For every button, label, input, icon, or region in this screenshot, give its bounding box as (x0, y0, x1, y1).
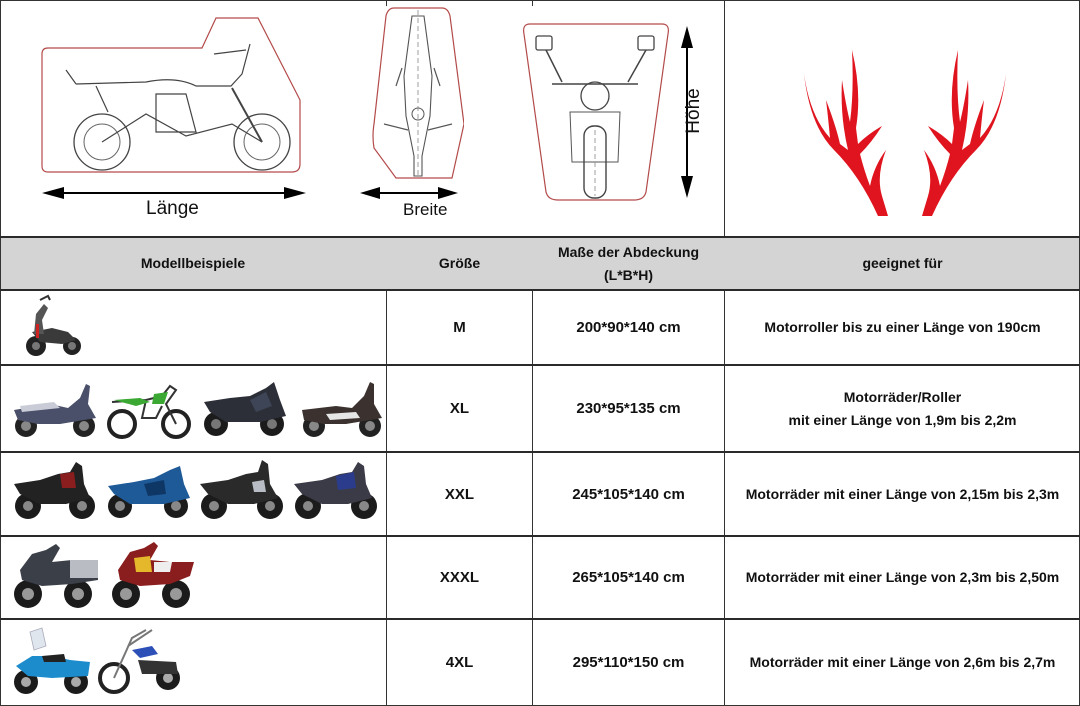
suitable-cell (725, 291, 1080, 364)
header-models-text: Modellbeispiele (140, 255, 246, 271)
maxi-scooter-blue-image (10, 378, 98, 440)
suitable-cell (725, 366, 1080, 451)
header-dimensions-line1: Maße der Abdeckung (557, 243, 700, 260)
suitable-cell (725, 537, 1080, 618)
size-cell (387, 453, 532, 535)
divider (532, 0, 533, 6)
size-value: 4XL (445, 653, 474, 671)
dimensions-value: 230*95*135 cm (576, 400, 681, 417)
top-view-diagram (372, 6, 464, 184)
dimensions-cell (533, 620, 724, 704)
touring-bike-grey-image (12, 540, 100, 612)
model-images (12, 626, 184, 696)
dimensions-value: 265*105*140 cm (572, 569, 685, 586)
sport-bike-blue-image (104, 458, 192, 522)
width-label: Breite (403, 200, 448, 219)
dimensions-cell (533, 291, 724, 364)
chopper-blue-image (98, 626, 184, 696)
adventure-bike-red-image (10, 458, 98, 522)
scooter-image (22, 294, 84, 358)
dimensions-cell (533, 453, 724, 535)
touring-bike-red-image (110, 540, 198, 612)
suitable-value: Motorroller bis zu einer Länge von 190cm (764, 319, 1041, 335)
dimensions-value: 245*105*140 cm (572, 485, 685, 503)
suitable-value: Motorräder mit einer Länge von 2,6m bis 2,7m (749, 653, 1056, 670)
adventure-bike-black-image (198, 458, 286, 522)
header-dimensions (533, 238, 724, 289)
width-arrow (360, 186, 458, 200)
dirt-bike-green-image (106, 378, 192, 440)
cruiser-blue-image (12, 626, 92, 696)
size-cell (387, 620, 532, 704)
size-value: M (453, 319, 466, 336)
dimensions-value: 295*110*150 cm (572, 653, 685, 671)
header-models (0, 238, 386, 289)
model-images (10, 458, 380, 522)
length-label: Länge (146, 198, 199, 219)
suitable-cell (725, 453, 1080, 535)
size-cell (387, 366, 532, 451)
header-dimensions-line2: (L*B*H) (604, 266, 653, 283)
front-view-diagram (522, 22, 672, 202)
divider (386, 0, 387, 6)
model-images (22, 294, 84, 358)
header-size (387, 238, 532, 289)
header-size-text: Größe (438, 255, 481, 271)
suitable-cell (725, 620, 1080, 704)
dimensions-cell (533, 366, 724, 451)
suitable-value-line1: Motorräder/Roller (843, 388, 962, 405)
maxi-scooter-dark-image (296, 378, 384, 440)
model-images (12, 540, 198, 612)
suitable-value: Motorräder mit einer Länge von 2,15m bis 2,3m (745, 485, 1060, 502)
suitable-value-line2: mit einer Länge von 1,9m bis 2,2m (788, 411, 1017, 428)
model-images (10, 378, 384, 440)
height-label: Höhe (683, 88, 704, 134)
header-suitable (725, 238, 1080, 289)
header-suitable-text: geeignet für (862, 255, 943, 271)
dimensions-value: 200*90*140 cm (576, 319, 681, 336)
suitable-value: Motorräder mit einer Länge von 2,3m bis 2,50m (745, 569, 1060, 585)
sport-bike-black-image (200, 378, 288, 440)
size-cell (387, 537, 532, 618)
size-value: XXL (444, 485, 475, 503)
dimensions-cell (533, 537, 724, 618)
size-value: XL (449, 400, 470, 417)
size-cell (387, 291, 532, 364)
side-view-diagram (36, 14, 306, 194)
antlers-logo-icon (790, 46, 1020, 218)
size-value: XXXL (439, 569, 480, 586)
adventure-bike-blue-image (292, 458, 380, 522)
